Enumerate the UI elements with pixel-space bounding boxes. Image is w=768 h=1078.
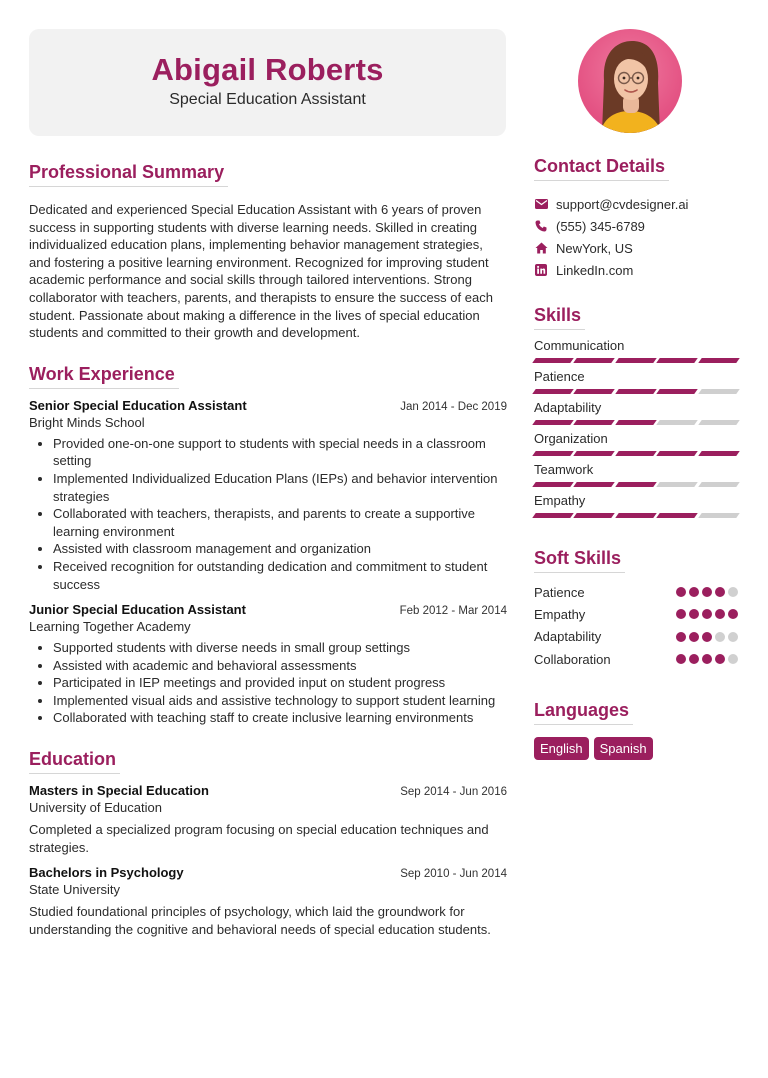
job-employer: Bright Minds School bbox=[29, 414, 145, 430]
language-tags bbox=[534, 737, 738, 760]
linkedin-icon bbox=[534, 263, 548, 277]
rating-dot-filled bbox=[676, 654, 686, 664]
rating-dot-filled bbox=[689, 654, 699, 664]
rating-dot-filled bbox=[702, 587, 712, 597]
skill-segment-filled bbox=[532, 482, 574, 487]
soft-skill-item bbox=[534, 626, 738, 648]
profile-photo bbox=[578, 29, 682, 133]
rating-dot-filled bbox=[676, 587, 686, 597]
list-item: • Assisted with classroom management and organization bbox=[53, 540, 507, 558]
list-item: • Collaborated with teachers, therapists, and parents to create a supportive learning environment bbox=[53, 505, 507, 540]
skill-segment-filled bbox=[574, 358, 616, 363]
skill-segment-filled bbox=[574, 451, 616, 456]
contact-phone[interactable] bbox=[534, 215, 738, 237]
education-description: Completed a specialized program focusing on special education techniques and strategies. bbox=[29, 822, 489, 855]
job-entry bbox=[29, 602, 507, 727]
languages-heading: Languages bbox=[534, 700, 633, 725]
rating-dot-filled bbox=[702, 632, 712, 642]
envelope-icon bbox=[534, 197, 548, 211]
rating-dot-filled bbox=[689, 632, 699, 642]
list-item: • Implemented Individualized Education Plans (IEPs) and behavior intervention strategies bbox=[53, 470, 507, 505]
job-dates: Jan 2014 - Dec 2019 bbox=[400, 400, 507, 413]
candidate-name: Abigail Roberts bbox=[151, 52, 384, 87]
skill-item bbox=[534, 400, 738, 425]
soft-skill-name: Collaboration bbox=[534, 651, 611, 667]
education-description: Studied foundational principles of psychology, which laid the groundwork for understanding the cognitive and behavioral needs of special education students. bbox=[29, 904, 491, 937]
rating-dot-filled bbox=[715, 609, 725, 619]
soft-skills-list bbox=[534, 581, 738, 670]
list-item: • Implemented visual aids and assistive technology to support student learning bbox=[53, 692, 507, 710]
language-tag: Spanish bbox=[594, 737, 653, 760]
education-section bbox=[29, 749, 507, 938]
skill-bar bbox=[534, 513, 738, 518]
contact-phone-text: (555) 345-6789 bbox=[556, 218, 645, 234]
contact-email[interactable] bbox=[534, 193, 738, 215]
rating-dot-empty bbox=[728, 654, 738, 664]
list-item: • Participated in IEP meetings and provided input on student progress bbox=[53, 674, 507, 692]
avatar bbox=[578, 29, 682, 133]
skills-heading: Skills bbox=[534, 305, 585, 330]
skill-segment-filled bbox=[532, 420, 574, 425]
rating-dot-filled bbox=[689, 587, 699, 597]
soft-skill-rating bbox=[676, 609, 738, 619]
job-bullets bbox=[29, 435, 507, 593]
skill-bar bbox=[534, 358, 738, 363]
soft-skill-item bbox=[534, 581, 738, 603]
school-name: State University bbox=[29, 882, 121, 898]
rating-dot-filled bbox=[702, 654, 712, 664]
home-icon bbox=[534, 241, 548, 255]
skill-name: Organization bbox=[534, 431, 608, 446]
rating-dot-filled bbox=[676, 632, 686, 642]
soft-skill-item bbox=[534, 648, 738, 670]
job-title: Junior Special Education Assistant bbox=[29, 602, 246, 618]
skill-name: Patience bbox=[534, 369, 585, 384]
header-panel bbox=[29, 29, 506, 136]
soft-skill-item bbox=[534, 603, 738, 625]
skill-segment-filled bbox=[532, 389, 574, 394]
phone-icon bbox=[534, 219, 548, 233]
summary-section bbox=[29, 162, 507, 342]
summary-text: Dedicated and experienced Special Education Assistant with 6 years of proven success in supporting students with diverse learning needs. Skilled in creating individualized education plans, implementing behavior management strategies, and fostering a positive learning environment. Recognized for improving student academic performance and social skills through tailored interventions. Strong collaborator with teachers, parents, and therapists to ensure the success of each student. Passionate about making a difference in the lives of special education students and committed to their growth and development. bbox=[29, 202, 493, 341]
skill-segment-filled bbox=[532, 513, 574, 518]
soft-skill-name: Patience bbox=[534, 584, 585, 600]
main-column bbox=[29, 162, 507, 938]
language-tag: English bbox=[534, 737, 589, 760]
skill-segment-empty bbox=[698, 513, 740, 518]
education-entry bbox=[29, 865, 507, 938]
skill-item bbox=[534, 369, 738, 394]
soft-skill-rating bbox=[676, 587, 738, 597]
contact-section bbox=[534, 156, 738, 281]
skills-list bbox=[534, 338, 738, 518]
contact-location-text: NewYork, US bbox=[556, 240, 633, 256]
skill-segment-empty bbox=[698, 420, 740, 425]
skill-segment-filled bbox=[574, 389, 616, 394]
contact-location bbox=[534, 237, 738, 259]
job-employer: Learning Together Academy bbox=[29, 619, 191, 635]
experience-section bbox=[29, 364, 507, 727]
contact-heading: Contact Details bbox=[534, 156, 669, 181]
degree-title: Bachelors in Psychology bbox=[29, 865, 184, 881]
experience-heading: Work Experience bbox=[29, 364, 179, 389]
skill-name: Teamwork bbox=[534, 462, 594, 477]
skill-item bbox=[534, 338, 738, 363]
skill-segment-filled bbox=[656, 451, 698, 456]
rating-dot-empty bbox=[728, 587, 738, 597]
soft-skill-rating bbox=[676, 654, 738, 664]
skill-name: Empathy bbox=[534, 493, 586, 508]
skill-segment-filled bbox=[574, 513, 616, 518]
skill-item bbox=[534, 462, 738, 487]
education-entry bbox=[29, 783, 507, 856]
rating-dot-filled bbox=[689, 609, 699, 619]
skill-name: Communication bbox=[534, 338, 625, 353]
soft-skills-section bbox=[534, 548, 738, 670]
skill-bar bbox=[534, 389, 738, 394]
job-bullets bbox=[29, 639, 507, 727]
rating-dot-filled bbox=[676, 609, 686, 619]
sidebar-column bbox=[534, 156, 738, 760]
degree-title: Masters in Special Education bbox=[29, 783, 209, 799]
candidate-role: Special Education Assistant bbox=[169, 91, 366, 108]
rating-dot-empty bbox=[728, 632, 738, 642]
skill-segment-empty bbox=[656, 482, 698, 487]
skill-segment-filled bbox=[574, 420, 616, 425]
skill-item bbox=[534, 431, 738, 456]
skill-segment-filled bbox=[615, 358, 657, 363]
skill-segment-filled bbox=[615, 482, 657, 487]
job-entry bbox=[29, 398, 507, 593]
skill-bar bbox=[534, 451, 738, 456]
job-dates: Feb 2012 - Mar 2014 bbox=[399, 605, 507, 618]
skill-segment-filled bbox=[656, 513, 698, 518]
rating-dot-filled bbox=[728, 609, 738, 619]
education-dates: Sep 2010 - Jun 2014 bbox=[400, 868, 507, 881]
skill-bar bbox=[534, 420, 738, 425]
contact-linkedin[interactable] bbox=[534, 259, 738, 281]
skill-segment-filled bbox=[656, 358, 698, 363]
rating-dot-filled bbox=[715, 654, 725, 664]
list-item: • Received recognition for outstanding dedication and commitment to student success bbox=[53, 558, 507, 593]
soft-skill-name: Adaptability bbox=[534, 629, 602, 645]
skill-name: Adaptability bbox=[534, 400, 602, 415]
list-item: • Provided one-on-one support to students with special needs in a classroom setting bbox=[53, 435, 507, 470]
skill-segment-filled bbox=[698, 358, 740, 363]
school-name: University of Education bbox=[29, 800, 162, 816]
list-item: • Supported students with diverse needs in small group settings bbox=[53, 639, 507, 657]
list-item: • Collaborated with teaching staff to create inclusive learning environments bbox=[53, 709, 507, 727]
skill-segment-filled bbox=[574, 482, 616, 487]
soft-skill-rating bbox=[676, 632, 738, 642]
soft-skills-heading: Soft Skills bbox=[534, 548, 625, 573]
skill-segment-empty bbox=[698, 482, 740, 487]
contact-linkedin-text: LinkedIn.com bbox=[556, 262, 634, 278]
skill-segment-filled bbox=[698, 451, 740, 456]
skill-segment-empty bbox=[656, 420, 698, 425]
rating-dot-filled bbox=[702, 609, 712, 619]
skill-segment-empty bbox=[698, 389, 740, 394]
rating-dot-empty bbox=[715, 632, 725, 642]
languages-section bbox=[534, 700, 738, 760]
rating-dot-filled bbox=[715, 587, 725, 597]
skill-segment-filled bbox=[615, 420, 657, 425]
skill-segment-filled bbox=[615, 389, 657, 394]
skill-segment-filled bbox=[532, 358, 574, 363]
skill-segment-filled bbox=[615, 451, 657, 456]
job-title: Senior Special Education Assistant bbox=[29, 397, 247, 413]
skill-item bbox=[534, 493, 738, 518]
skill-segment-filled bbox=[656, 389, 698, 394]
education-heading: Education bbox=[29, 749, 120, 774]
skill-bar bbox=[534, 482, 738, 487]
skills-section bbox=[534, 305, 738, 518]
education-dates: Sep 2014 - Jun 2016 bbox=[400, 786, 507, 799]
skill-segment-filled bbox=[532, 451, 574, 456]
list-item: • Assisted with academic and behavioral assessments bbox=[53, 657, 507, 675]
contact-email-text: support@cvdesigner.ai bbox=[556, 196, 689, 212]
summary-heading: Professional Summary bbox=[29, 162, 228, 187]
soft-skill-name: Empathy bbox=[534, 606, 586, 622]
skill-segment-filled bbox=[615, 513, 657, 518]
